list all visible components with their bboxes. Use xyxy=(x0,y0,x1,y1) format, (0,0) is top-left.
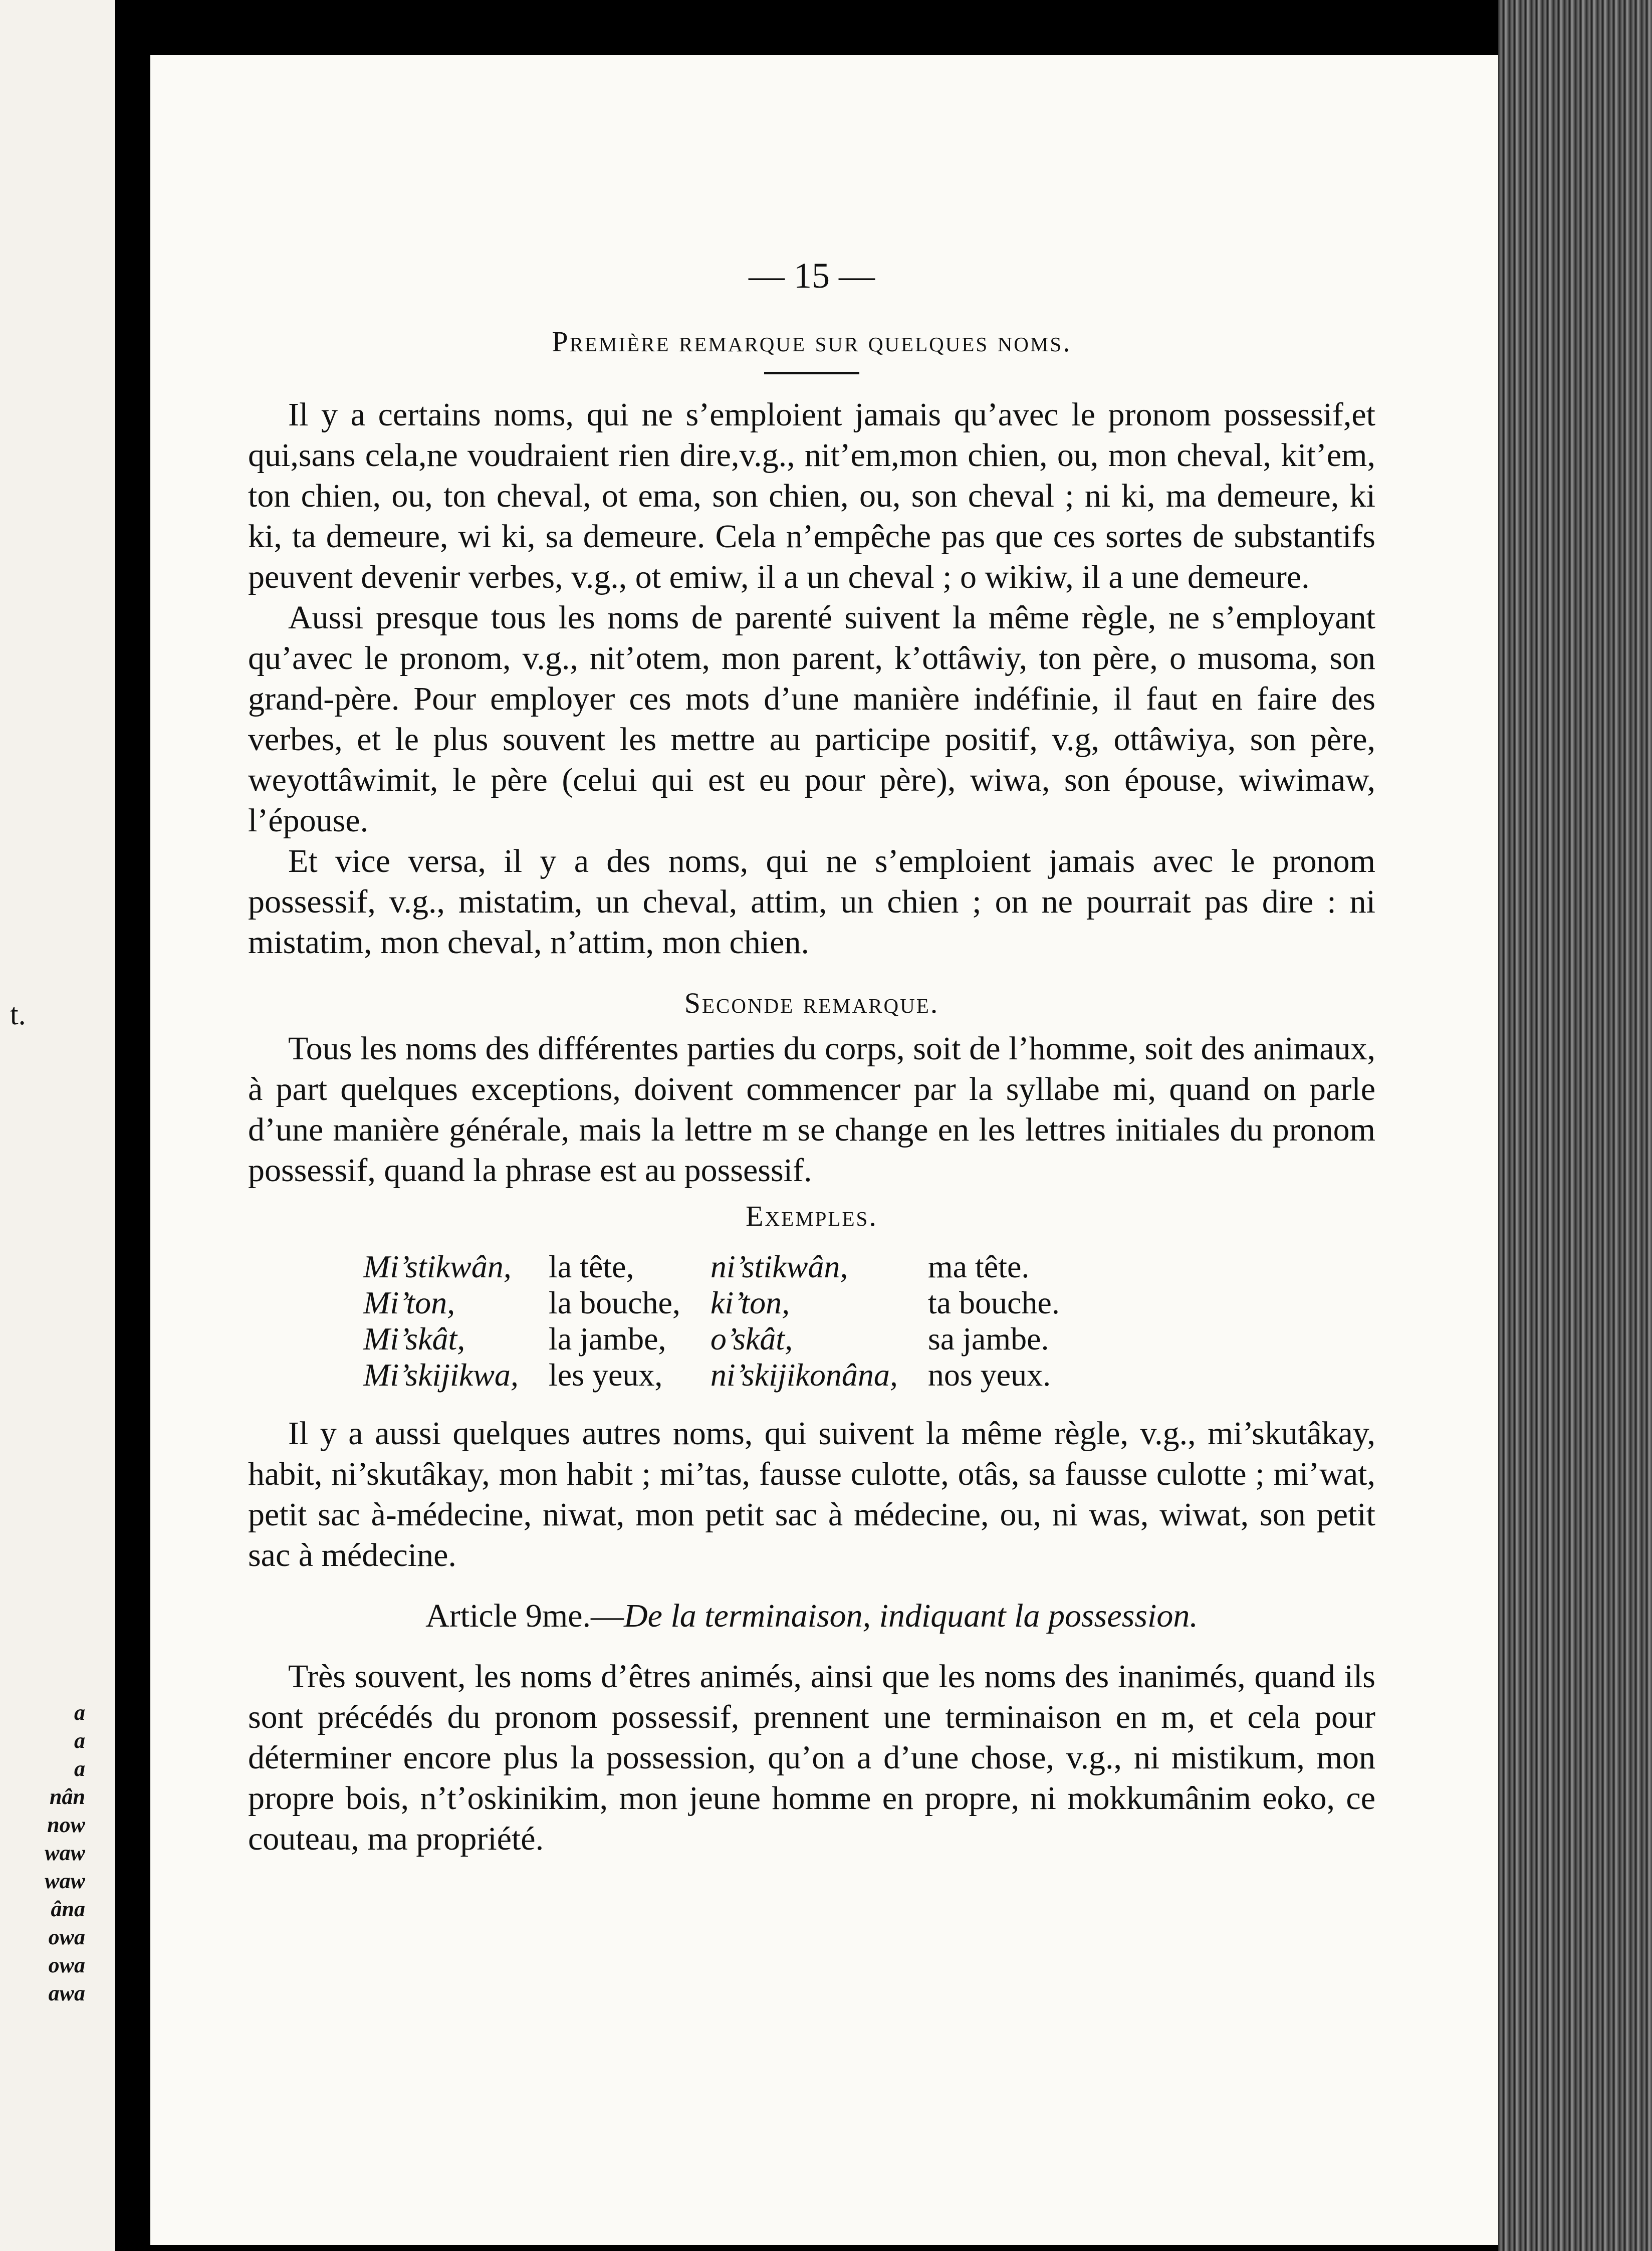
example-row xyxy=(363,1285,1090,1321)
paragraph-2: Aussi presque tous les noms de parenté suivent la même règle, ne s’employant qu’avec le pronom, v.g., nit’otem, mon parent, k’ottâwiy, ton père, o musoma, son grand-père. Pour employer ces mots d’une manière indéfinie, il faut en faire des verbes, et le plus souvent les mettre au participe positif, v.g, ottâwiya, son père, weyottâwimit, le père (celui qui est eu pour père), wiwa, son épouse, wiwimaw, l’épouse. xyxy=(248,599,1375,839)
example-possessive-term: ni’skijikonâna, xyxy=(710,1357,898,1393)
example-row xyxy=(363,1321,1090,1357)
book-page xyxy=(150,55,1498,2245)
example-possessive-term: o’skât, xyxy=(710,1321,793,1357)
paragraph-3: Et vice versa, il y a des noms, qui ne s’emploient jamais avec le pronom possessif, v.g., mistatim, un cheval, attim, un chien ; on ne pourrait pas dire : ni mistatim, mon cheval, n’attim, mon chien. xyxy=(248,843,1375,961)
example-general-gloss: la tête, xyxy=(548,1249,634,1284)
example-possessive-gloss: ma tête. xyxy=(927,1249,1030,1284)
example-general-term: Mi’skijikwa, xyxy=(363,1357,519,1393)
page-content xyxy=(248,256,1375,1859)
article-label: Article 9me.— xyxy=(425,1598,624,1634)
example-possessive-term: ki’ton, xyxy=(710,1285,790,1320)
example-possessive-gloss: nos yeux. xyxy=(927,1357,1051,1393)
strip-word: waw xyxy=(45,1841,85,1865)
example-possessive-gloss: ta bouche. xyxy=(927,1285,1060,1320)
section-heading-second-remark: Seconde remarque. xyxy=(684,987,939,1019)
example-general-term: Mi’stikwân, xyxy=(363,1249,512,1284)
section-heading-first-remark: Première remarque sur quelques noms. xyxy=(552,325,1072,358)
example-possessive-gloss: sa jambe. xyxy=(927,1321,1049,1357)
examples-table xyxy=(363,1249,1090,1393)
strip-word: âna xyxy=(51,1897,85,1921)
strip-word: waw xyxy=(45,1869,85,1893)
strip-word: awa xyxy=(48,1981,85,2005)
adjacent-page-words xyxy=(0,1699,115,2007)
paragraph-6: Très souvent, les noms d’êtres animés, ainsi que les noms des inanimés, quand ils sont précédés du pronom possessif, prennent une terminaison en m, et cela pour déterminer encore plus la possession, qu’on a d’une chose, v.g., ni mistikum, mon propre bois, n’t’oskinikim, mon jeune homme en propre, ni mokkumânim eoko, ce couteau, ma propriété. xyxy=(248,1658,1375,1857)
strip-word: a xyxy=(74,1756,85,1781)
strip-word: owa xyxy=(48,1953,85,1977)
heading-rule xyxy=(764,372,859,374)
strip-word: a xyxy=(74,1700,85,1725)
strip-word: a xyxy=(74,1728,85,1753)
article-heading xyxy=(248,1596,1375,1636)
strip-word: owa xyxy=(48,1925,85,1949)
paragraph-1: Il y a certains noms, qui ne s’emploient jamais qu’avec le pronom possessif,et qui,sans cela,ne voudraient rien dire,v.g., nit’em,mon chien, ou, mon cheval, kit’em, ton chien, ou, ton cheval, ot ema, son chien, ou, son cheval ; ni ki, ma demeure, ki ki, ta demeure, wi ki, sa demeure. Cela n’empêche pas que ces sortes de substantifs peuvent devenir verbes, v.g., ot emiw, il a un cheval ; o wikiw, il a une demeure. xyxy=(248,396,1375,595)
strip-word: now xyxy=(47,1813,85,1837)
examples-heading: Exemples. xyxy=(746,1200,878,1232)
example-general-gloss: la jambe, xyxy=(548,1321,666,1357)
article-title: De la terminaison, indiquant la possession. xyxy=(624,1598,1198,1634)
adjacent-page-strip xyxy=(0,0,115,2251)
book-edge xyxy=(1498,0,1652,2251)
paragraph-4: Tous les noms des différentes parties du corps, soit de l’homme, soit des animaux, à part quelques exceptions, doivent commencer par la syllabe mi, quand on parle d’une manière générale, mais la lettre m se change en les lettres initiales du pronom possessif, quand la phrase est au possessif. xyxy=(248,1030,1375,1189)
example-general-term: Mi’skât, xyxy=(363,1321,465,1357)
example-row xyxy=(363,1357,1090,1393)
example-possessive-term: ni’stikwân, xyxy=(710,1249,848,1284)
strip-word: nân xyxy=(50,1784,85,1809)
page-number: — 15 — xyxy=(749,256,875,296)
example-general-gloss: les yeux, xyxy=(548,1357,663,1393)
example-general-gloss: la bouche, xyxy=(548,1285,680,1320)
paragraph-5: Il y a aussi quelques autres noms, qui suivent la même règle, v.g., mi’skutâkay, habit, ni’skutâkay, mon habit ; mi’tas, fausse culotte, otâs, sa fausse culotte ; mi’wat, petit sac à-médecine, niwat, mon petit sac à médecine, ou, ni was, wiwat, son petit sac à médecine. xyxy=(248,1415,1375,1573)
example-general-term: Mi’ton, xyxy=(363,1285,455,1320)
example-row xyxy=(363,1249,1090,1285)
adjacent-page-fragment: t. xyxy=(10,998,26,1031)
